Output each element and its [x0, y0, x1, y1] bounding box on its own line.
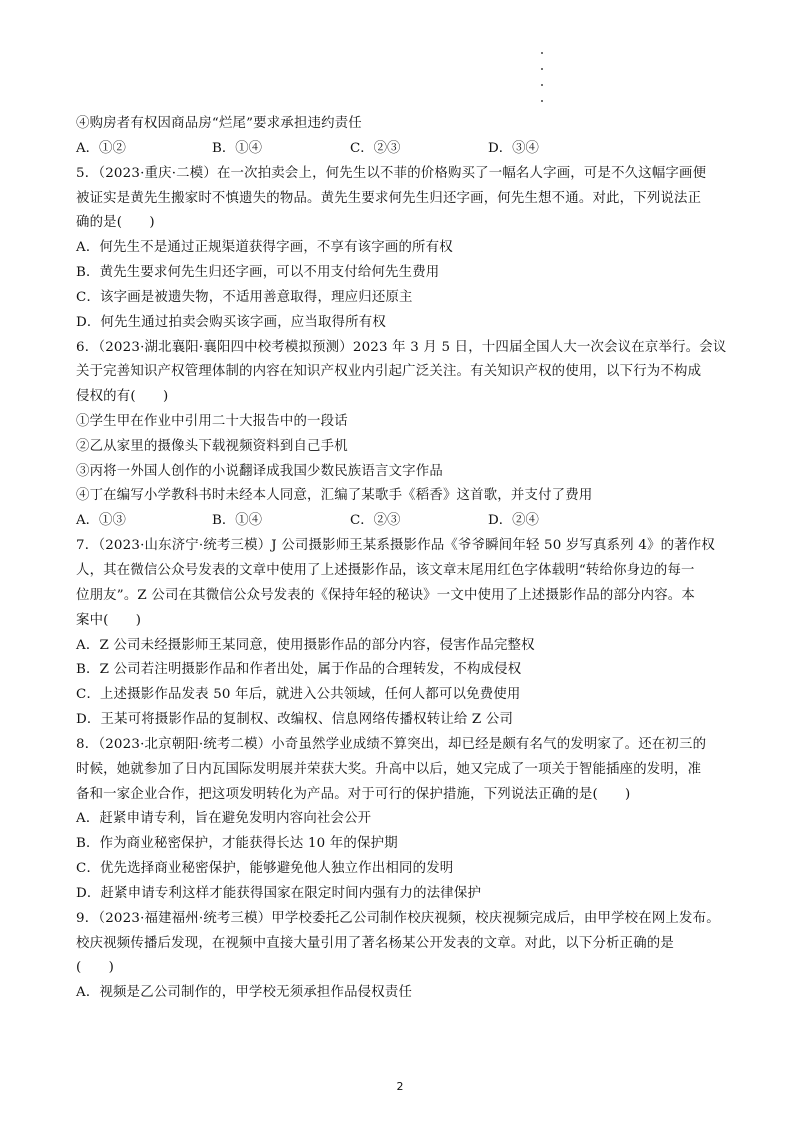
- text-line: 案中( ): [76, 613, 142, 628]
- answer-choice: C．优先选择商业秘密保护，能够避免他人独立作出相同的发明: [76, 861, 454, 876]
- option-c: C．②③: [350, 141, 401, 156]
- option-d: D．②④: [488, 513, 539, 528]
- text-line: 备和一家企业合作，把这项发明转化为产品。对于可行的保护措施，下列说法正确的是( ): [76, 787, 631, 802]
- statement-item: ③丙将一外国人创作的小说翻译成我国少数民族语言文字作品: [76, 464, 443, 479]
- answer-choice: B．Z 公司若注明摄影作品和作者出处，属于作品的合理转发，不构成侵权: [76, 662, 522, 677]
- text-line: 确的是( ): [76, 215, 155, 230]
- question-8-stem: 8．（2023·北京朝阳·统考二模）小奇虽然学业成绩不算突出，却已经是颇有名气的发明家了。还在初三的: [76, 737, 707, 752]
- answer-choice: A．赶紧申请专利，旨在避免发明内容向社会公开: [76, 811, 372, 826]
- question-7-stem: 7．（2023·山东济宁·统考三模）J 公司摄影师王某系摄影作品《爷爷瞬间年轻 50 岁写真系列 4》的著作权: [76, 538, 715, 553]
- option-a: A．①②: [76, 141, 126, 156]
- answer-choice: D．赶紧申请专利这样才能获得国家在限定时间内强有力的法律保护: [76, 886, 482, 901]
- decorative-dots: [541, 52, 547, 116]
- text-line: 关于完善知识产权管理体制的内容在知识产权业内引起广泛关注。有关知识产权的使用，以下行为不构成: [76, 364, 702, 379]
- text-line: 被证实是黄先生搬家时不慎遗失的物品。黄先生要求何先生归还字画，何先生想不通。对此，下列说法正: [76, 191, 702, 206]
- option-c: C．②③: [350, 513, 401, 528]
- page-number: 2: [396, 1080, 404, 1093]
- answer-choice: A．视频是乙公司制作的，甲学校无须承担作品侵权责任: [76, 985, 413, 1000]
- question-6-stem: 6．（2023·湖北襄阳·襄阳四中校考模拟预测）2023 年 3 月 5 日，十四届全国人大一次会议在京举行。会议: [76, 340, 727, 355]
- text-line: 位朋友”。Z 公司在其微信公众号发表的《保持年轻的秘诀》一文中使用了上述摄影作品的部分内容。本: [76, 588, 695, 603]
- text-line: 人，其在微信公众号发表的文章中使用了上述摄影作品，该文章末尾用红色字体载明“转给你身边的每一: [76, 563, 695, 578]
- answer-choice: A．Z 公司未经摄影师王某同意，使用摄影作品的部分内容，侵害作品完整权: [76, 638, 535, 653]
- answer-choice: B．黄先生要求何先生归还字画，可以不用支付给何先生费用: [76, 265, 440, 280]
- option-b: B．①④: [212, 513, 263, 528]
- option-d: D．③④: [488, 141, 539, 156]
- answer-choice: A．何先生不是通过正规渠道获得字画，不享有该字画的所有权: [76, 240, 453, 255]
- statement-item: ②乙从家里的摄像头下载视频资料到自己手机: [76, 439, 348, 454]
- text-line: 侵权的有( ): [76, 389, 169, 404]
- statement-item: ④丁在编写小学教科书时未经本人同意，汇编了某歌手《稻香》这首歌，并支付了费用: [76, 488, 593, 503]
- text-line: ( ): [76, 960, 115, 975]
- text-line: 时候，她就参加了日内瓦国际发明展并荣获大奖。升高中以后，她又完成了一项关于智能插座的发明，准: [76, 762, 702, 777]
- answer-choice: D．何先生通过拍卖会购买该字画，应当取得所有权: [76, 315, 386, 330]
- text-line: 校庆视频传播后发现，在视频中直接大量引用了著名杨某公开发表的文章。对此，以下分析正确的是: [76, 936, 674, 951]
- option-a: A．①③: [76, 513, 126, 528]
- option-b: B．①④: [212, 141, 263, 156]
- text-line: ④购房者有权因商品房“烂尾”要求承担违约责任: [76, 116, 362, 131]
- answer-choice: D．王某可将摄影作品的复制权、改编权、信息网络传播权转让给 Z 公司: [76, 712, 514, 727]
- answer-choice: B．作为商业秘密保护，才能获得长达 10 年的保护期: [76, 836, 398, 851]
- question-5-stem: 5．（2023·重庆·二模）在一次拍卖会上，何先生以不菲的价格购买了一幅名人字画，可是不久这幅字画便: [76, 166, 707, 181]
- answer-choice: C．上述摄影作品发表 50 年后，就进入公共领域，任何人都可以免费使用: [76, 687, 521, 702]
- statement-item: ①学生甲在作业中引用二十大报告中的一段话: [76, 414, 348, 429]
- answer-choice: C．该字画是被遗失物，不适用善意取得，理应归还原主: [76, 290, 413, 305]
- question-9-stem: 9．（2023·福建福州·统考三模）甲学校委托乙公司制作校庆视频，校庆视频完成后，由甲学校在网上发布。: [76, 911, 720, 926]
